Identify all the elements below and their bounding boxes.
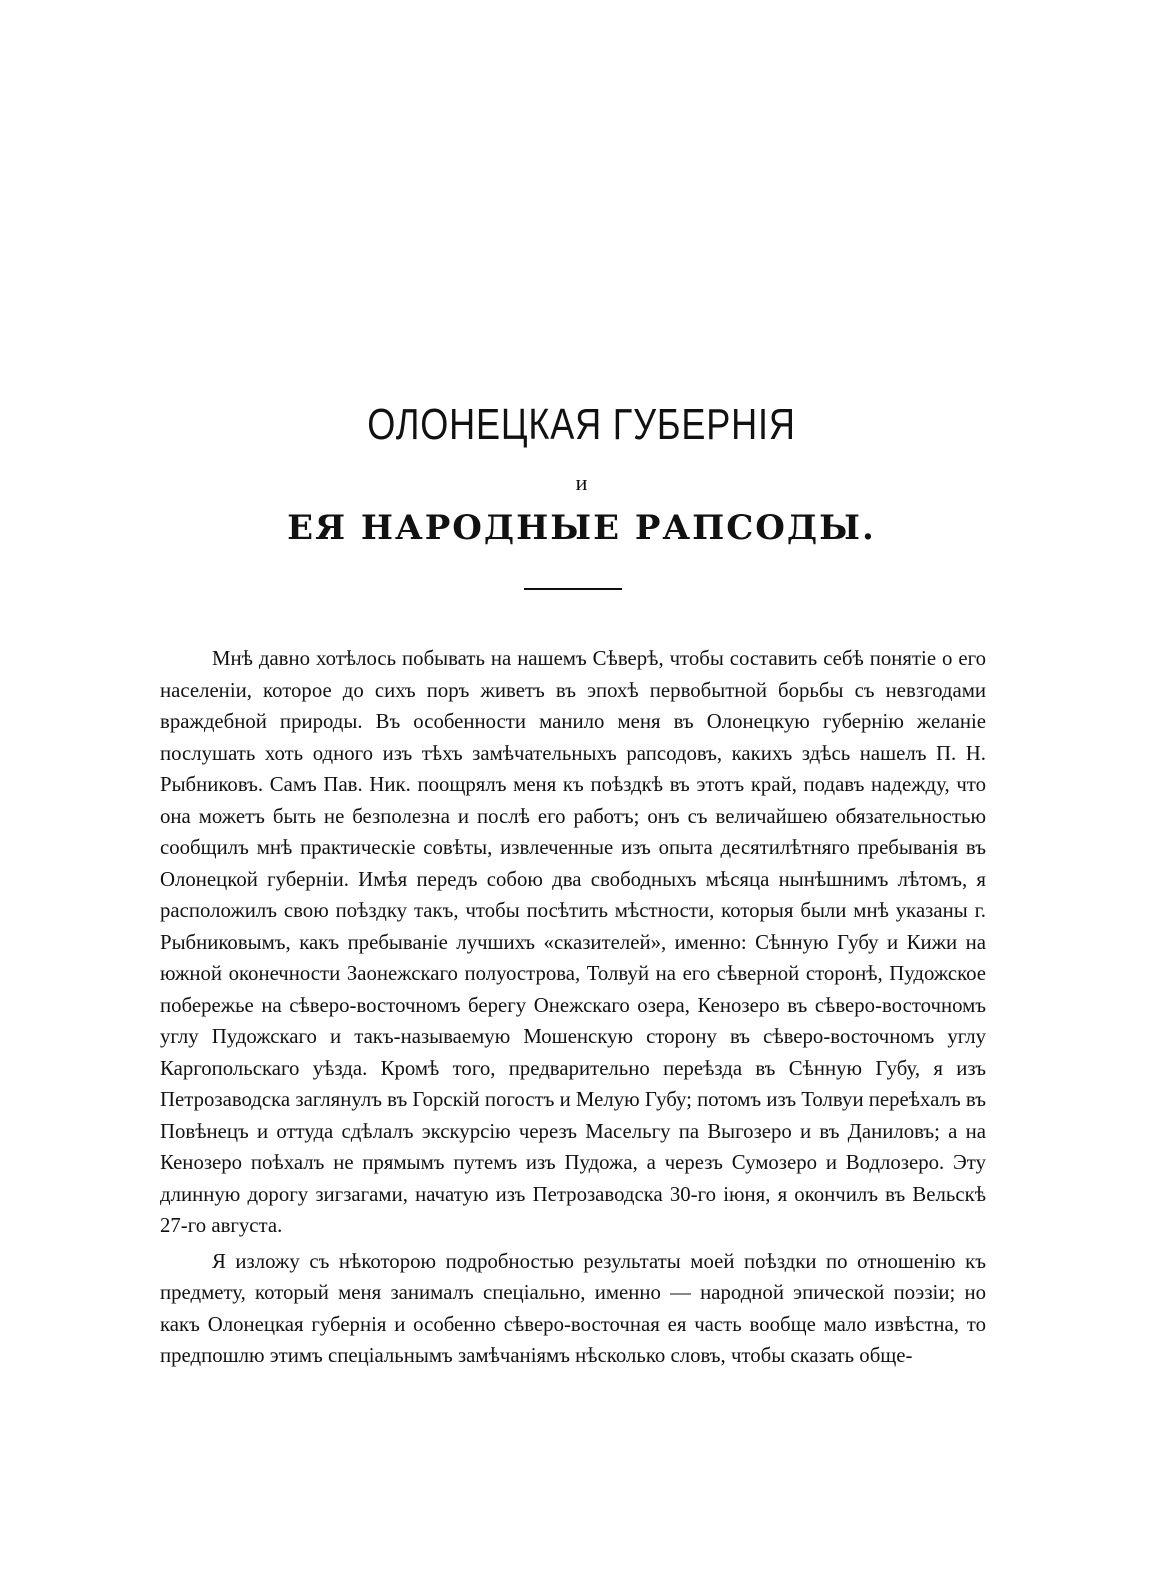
page-title: ОЛОНЕЦКАЯ ГУБЕРНІЯ (367, 400, 796, 449)
paragraph-1: Мнѣ давно хотѣлось побывать на нашемъ Сѣверѣ, чтобы составить себѣ понятіе о его населеніи, которое до сихъ поръ живетъ въ эпохѣ первобытной борьбы съ невзгодами враждебной природы. Въ особенности манило меня въ Олонецкую губернію желаніе послушать хоть одного изъ тѣхъ замѣчательныхъ рапсодовъ, какихъ здѣсь нашелъ П. Н. Рыбниковъ. Самъ Пав. Ник. поощрялъ меня къ поѣздкѣ въ этотъ край, подавъ надежду, что она можетъ быть не безполезна и послѣ его работъ; онъ съ величайшею обязательностью сообщилъ мнѣ практическіе совѣты, извлеченные изъ опыта десятилѣтняго пребыванія въ Олонецкой губерніи. Имѣя передъ собою два свободныхъ мѣсяца нынѣшнимъ лѣтомъ, я расположилъ свою поѣздку такъ, чтобы посѣтить мѣстности, которыя были мнѣ указаны г. Рыбниковымъ, какъ пребываніе лучшихъ «сказителей», именно: Сѣнную Губу и Кижи на южной оконечности Заонежскаго полуострова, Толвуй на его сѣверной сторонѣ, Пудожское побережье на сѣверо-восточномъ берегу Онежскаго озера, Кенозеро въ сѣверо-восточномъ углу Пудожскаго и такъ-называемую Мошенскую сторону въ сѣверо-восточномъ углу Каргопольскаго уѣзда. Кромѣ того, предварительно переѣзда въ Сѣнную Губу, я изъ Петрозаводска заглянулъ въ Горскій погостъ и Мелую Губу; потомъ изъ Толвуи переѣхалъ въ Повѣнецъ и оттуда сдѣлалъ экскурсію черезъ Масельгу па Выгозеро и въ Даниловъ; а на Кенозеро поѣхалъ не прямымъ путемъ изъ Пудожа, а черезъ Сумозеро и Водлозеро. Эту длинную дорогу зигзагами, начатую изъ Петрозаводска 30-го іюня, я окончилъ въ Вельскѣ 27-го августа. (160, 647, 986, 1237)
title-divider (524, 588, 622, 590)
title-conjunction: и (575, 470, 588, 495)
page-subtitle: ЕЯ НАРОДНЫЕ РАПСОДЫ. (287, 508, 876, 548)
body-text (160, 643, 986, 1372)
paragraph-2: Я изложу съ нѣкоторою подробностью результаты моей поѣздки по отношенію къ предмету, который меня занималъ спеціально, именно — народной эпической поэзіи; но какъ Олонецкая губернія и особенно сѣверо-восточная ея часть вообще мало извѣстна, то предпошлю этимъ спеціальнымъ замѣчаніямъ нѣсколько словъ, чтобы сказать обще- (160, 1249, 986, 1367)
